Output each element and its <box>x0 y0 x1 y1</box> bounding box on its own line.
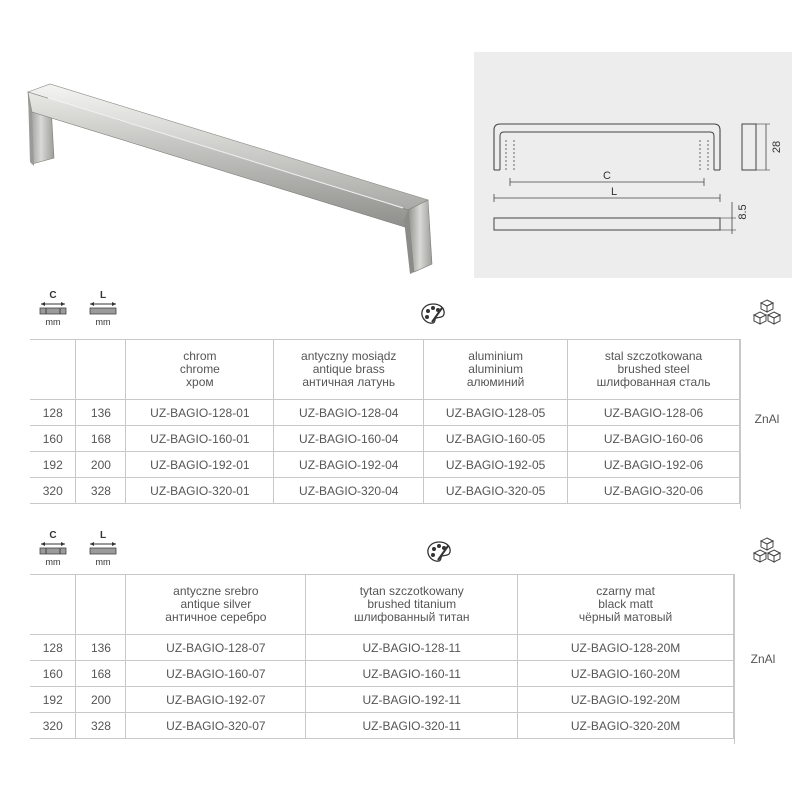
product-code: UZ-BAGIO-128-07 <box>126 635 306 661</box>
dimension-c-icon: C mm <box>36 290 70 328</box>
l-value: 136 <box>76 635 126 661</box>
finish-header: chrom chrome хром <box>126 340 274 400</box>
product-code: UZ-BAGIO-160-07 <box>126 661 306 687</box>
spec-table-1 <box>30 339 740 504</box>
l-value: 168 <box>76 661 126 687</box>
material-label-1: ZnAl <box>754 412 780 426</box>
table-row <box>30 635 734 661</box>
product-code: UZ-BAGIO-320-05 <box>424 478 568 504</box>
finish-header: tytan szczotkowany brushed titanium шлифованный титан <box>306 575 518 635</box>
product-code: UZ-BAGIO-160-20M <box>518 661 734 687</box>
c-value: 320 <box>30 713 76 739</box>
material-label-2: ZnAl <box>750 652 776 666</box>
c-value: 160 <box>30 661 76 687</box>
table-header-row <box>30 575 734 635</box>
l-value: 328 <box>76 713 126 739</box>
l-value: 168 <box>76 426 126 452</box>
technical-drawing <box>474 52 792 278</box>
product-code: UZ-BAGIO-320-06 <box>568 478 740 504</box>
product-code: UZ-BAGIO-192-20M <box>518 687 734 713</box>
product-code: UZ-BAGIO-128-01 <box>126 400 274 426</box>
table-row <box>30 452 740 478</box>
product-code: UZ-BAGIO-192-06 <box>568 452 740 478</box>
dimension-l-label: L <box>610 186 618 198</box>
product-code: UZ-BAGIO-320-07 <box>126 713 306 739</box>
l-value: 328 <box>76 478 126 504</box>
table-row <box>30 661 734 687</box>
table-row <box>30 478 740 504</box>
palette-icon <box>420 302 446 326</box>
product-code: UZ-BAGIO-160-01 <box>126 426 274 452</box>
c-value: 128 <box>30 635 76 661</box>
c-value: 128 <box>30 400 76 426</box>
table-row <box>30 400 740 426</box>
l-value: 136 <box>76 400 126 426</box>
dimension-l-icon: L mm <box>86 530 120 568</box>
finish-header: stal szczotkowana brushed steel шлифованная сталь <box>568 340 740 400</box>
product-code: UZ-BAGIO-128-05 <box>424 400 568 426</box>
product-code: UZ-BAGIO-192-05 <box>424 452 568 478</box>
product-code: UZ-BAGIO-192-04 <box>274 452 424 478</box>
dimension-c-icon: C mm <box>36 530 70 568</box>
c-value: 320 <box>30 478 76 504</box>
product-code: UZ-BAGIO-320-20M <box>518 713 734 739</box>
dimension-l-icon: L mm <box>86 290 120 328</box>
dimension-c-label: C <box>603 170 611 182</box>
c-value: 192 <box>30 687 76 713</box>
header-blank-l <box>76 575 126 635</box>
table-header-row <box>30 340 740 400</box>
handle-product-photo <box>8 70 448 280</box>
finish-header: antyczny mosiądz antique brass античная латунь <box>274 340 424 400</box>
header-blank-l <box>76 340 126 400</box>
table-row <box>30 426 740 452</box>
icon-row-1 <box>0 290 800 330</box>
product-code: UZ-BAGIO-128-20M <box>518 635 734 661</box>
l-value: 200 <box>76 687 126 713</box>
c-value: 192 <box>30 452 76 478</box>
finish-header: aluminium aluminium алюминий <box>424 340 568 400</box>
product-code: UZ-BAGIO-128-04 <box>274 400 424 426</box>
product-code: UZ-BAGIO-160-11 <box>306 661 518 687</box>
product-code: UZ-BAGIO-320-11 <box>306 713 518 739</box>
thickness-label: 8.5 <box>737 204 749 220</box>
product-code: UZ-BAGIO-128-11 <box>306 635 518 661</box>
product-code: UZ-BAGIO-192-01 <box>126 452 274 478</box>
product-code: UZ-BAGIO-192-07 <box>126 687 306 713</box>
material-cubes-icon <box>752 298 782 328</box>
icon-row-2 <box>0 530 800 570</box>
header-blank-c <box>30 340 76 400</box>
l-value: 200 <box>76 452 126 478</box>
c-value: 160 <box>30 426 76 452</box>
table-row <box>30 687 734 713</box>
finish-header: antyczne srebro antique silver античное серебро <box>126 575 306 635</box>
product-code: UZ-BAGIO-160-05 <box>424 426 568 452</box>
product-code: UZ-BAGIO-160-04 <box>274 426 424 452</box>
product-code: UZ-BAGIO-192-11 <box>306 687 518 713</box>
material-cubes-icon <box>752 536 782 566</box>
header-blank-c <box>30 575 76 635</box>
product-code: UZ-BAGIO-160-06 <box>568 426 740 452</box>
product-code: UZ-BAGIO-320-04 <box>274 478 424 504</box>
product-code: UZ-BAGIO-128-06 <box>568 400 740 426</box>
palette-icon <box>426 540 452 564</box>
height-label: 28 <box>771 140 783 154</box>
table-row <box>30 713 734 739</box>
finish-header: czarny mat black matt чёрный матовый <box>518 575 734 635</box>
product-code: UZ-BAGIO-320-01 <box>126 478 274 504</box>
spec-table-2 <box>30 574 734 739</box>
